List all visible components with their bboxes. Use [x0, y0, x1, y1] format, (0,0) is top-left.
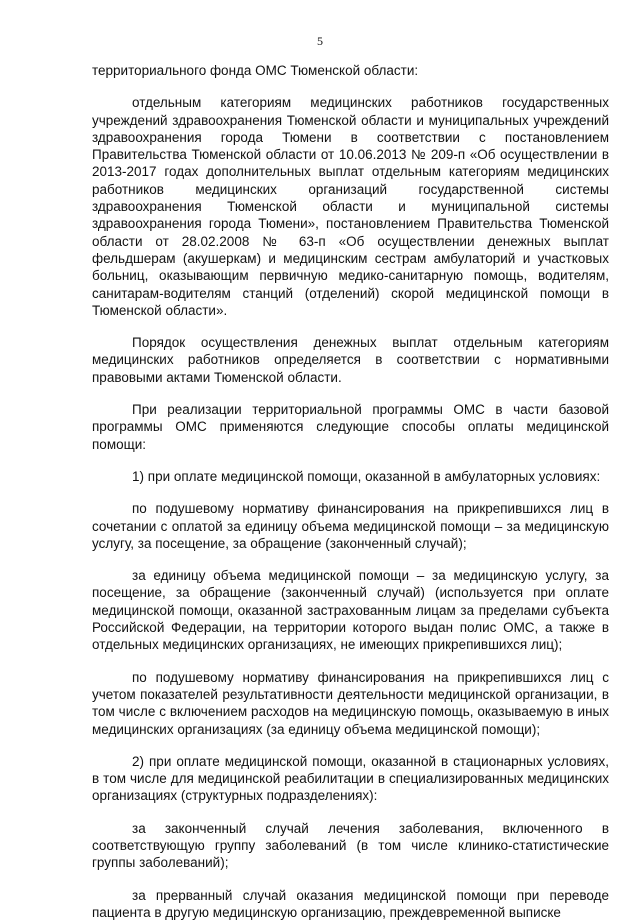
paragraph-outpatient-per-unit: за единицу объема медицинской помощи – за медицинскую услугу, за посещение, за обращение (законченный случай) (используется при оплате медицинской помощи, оказанной застрахованным лицам за пределами субъекта Российской Федерации, на территории которого выдан полис ОМС, а также в отдельных медицинских организациях, не имеющих прикрепившихся лиц);	[92, 568, 609, 653]
paragraph-outpatient-per-capita: по подушевому нормативу финансирования на прикрепившихся лиц в сочетании с оплатой за единицу объема медицинской помощи – за медицинскую услугу, за посещение, за обращение (законченный случай);	[92, 501, 609, 551]
paragraph-outpatient-heading: 1) при оплате медицинской помощи, оказанной в амбулаторных условиях:	[132, 468, 601, 484]
paragraph-payment-procedure: Порядок осуществления денежных выплат отдельным категориям медицинских работников определяется в соответствии с нормативными правовыми актами Тюменской области.	[92, 335, 609, 385]
paragraph-payment-methods-intro: При реализации территориальной программы ОМС в части базовой программы ОМС применяются следующие способы оплаты медицинской помощи:	[92, 402, 609, 452]
paragraph-continuation: территориального фонда ОМС Тюменской области:	[92, 63, 419, 78]
document-body	[92, 62, 609, 921]
paragraph-inpatient-completed-case: за законченный случай лечения заболевания, включенного в соответствующую группу заболеваний (в том числе клинико-статистические группы заболеваний);	[92, 820, 609, 871]
paragraph-medical-workers-payments: отдельным категориям медицинских работников государственных учреждений здравоохранения Тюменской области и муниципальных учреждений здравоохранения города Тюмени в соответствии с постановлением Правительства Тюменской области от 10.06.2013 № 209-п «Об осуществлении в 2013-2017 годах дополнительных выплат отдельным категориям медицинских работников медицинских организаций государственной системы здравоохранения Тюменской области и муниципальной системы здравоохранения города Тюмени», постановлением Правительства Тюменской области от 28.02.2008 № 63-п «Об осуществлении денежных выплат фельдшерам (акушеркам) и медицинским сестрам амбулаторий и участковых больниц, оказывающим первичную медико-санитарную помощь, водителям, санитарам-водителям станций (отделений) скорой медицинской помощи в Тюменской области».	[92, 95, 609, 318]
paragraph-outpatient-performance: по подушевому нормативу финансирования на прикрепившихся лиц с учетом показателей результативности деятельности медицинской организации, в том числе с включением расходов на медицинскую помощь, оказываемую в иных медицинских организациях (за единицу объема медицинской помощи);	[92, 669, 609, 737]
paragraph-inpatient-heading: 2) при оплате медицинской помощи, оказанной в стационарных условиях, в том числе для медицинской реабилитации в специализированных медицинских организациях (структурных подразделениях):	[92, 753, 609, 804]
paragraph-inpatient-interrupted-case: за прерванный случай оказания медицинской помощи при переводе пациента в другую медицинскую организацию, преждевременной выписке	[92, 887, 609, 920]
page-number: 5	[317, 34, 323, 48]
